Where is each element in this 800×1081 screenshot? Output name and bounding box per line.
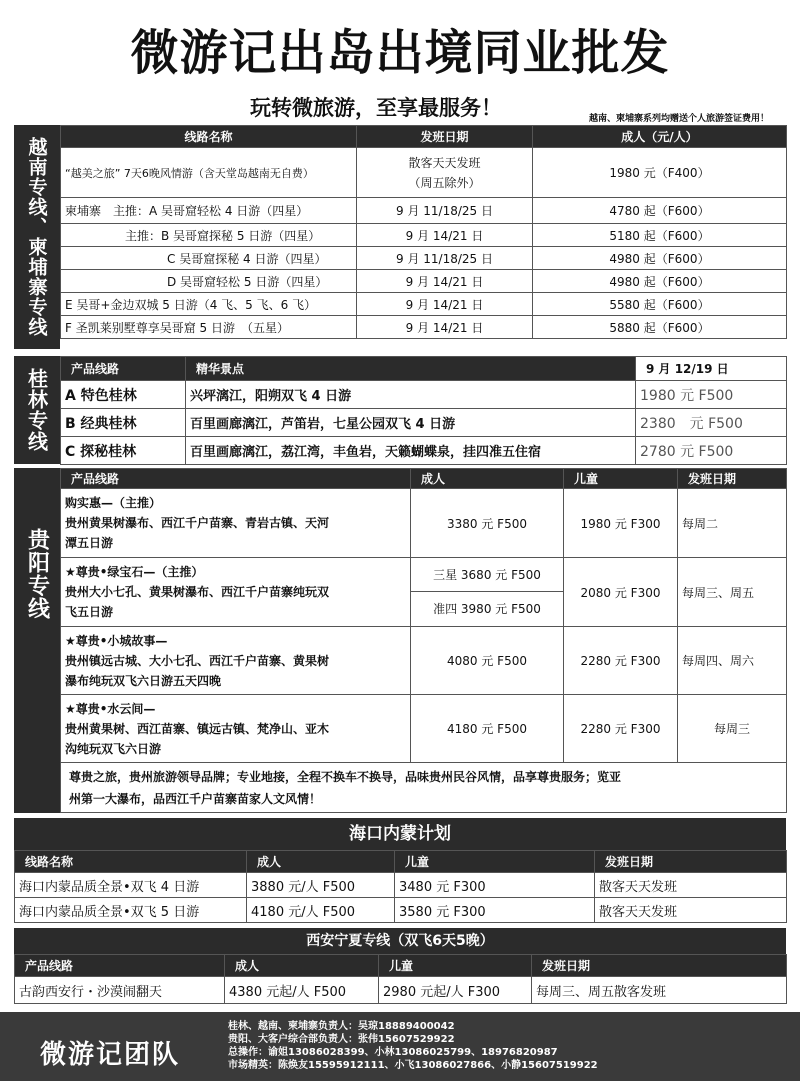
table-row: B 经典桂林 百里画廊漓江，芦笛岩，七星公园双飞 4 日游 2380 元 F500 (61, 409, 787, 437)
table-row: “越美之旅” 7天6晚风情游（含天堂岛越南无自费） 散客天天发班 （周五除外） 1980 元（F400） (61, 148, 787, 198)
hainan-title: 海口内蒙计划 (14, 818, 786, 850)
table-row: 海口内蒙品质全景•双飞 5 日游 4180 元/人 F500 3580 元 F300 散客天天发班 (15, 898, 787, 923)
table-row: 海口内蒙品质全景•双飞 4 日游 3880 元/人 F500 3480 元 F300 散客天天发班 (15, 873, 787, 898)
vietnam-label: 越南专线、柬埔寨专线 (14, 125, 60, 349)
col-date: 发班日期 (532, 955, 787, 977)
col-date: 9 月 12/19 日 (636, 357, 787, 381)
table-row: ★尊贵•小城故事— 贵州镇远古城、大小七孔、西江千户苗寨、黄果树 瀑布纯玩双飞六日游五天四晚 4080 元 F500 2280 元 F300 每周四、周六 (61, 627, 787, 695)
guiyang-label: 贵阳专线 (14, 468, 60, 813)
guilin-table (60, 356, 787, 465)
table-row: D 吴哥窟轻松 5 日游（四星） 9 月 14/21 日 4980 起（F600） (61, 270, 787, 293)
col-spots: 精华景点 (186, 357, 636, 381)
xian-title: 西安宁夏专线（双飞6天5晚） (14, 928, 786, 954)
col-product: 产品线路 (15, 955, 225, 977)
col-child: 儿童 (395, 851, 595, 873)
guilin-section (14, 356, 786, 464)
guilin-label: 桂林专线 (14, 356, 60, 464)
visa-note: 越南、柬埔寨系列均赠送个人旅游签证费用！ (589, 114, 770, 124)
table-row: C 吴哥窟探秘 4 日游（四星） 9 月 11/18/25 日 4980 起（F600） (61, 247, 787, 270)
vietnam-section (14, 125, 786, 349)
contact-list (228, 1020, 598, 1072)
xian-table (14, 954, 787, 1004)
col-route: 线路名称 (61, 126, 357, 148)
vietnam-table (60, 125, 787, 339)
team-name: 微游记团队 (40, 1040, 181, 1070)
guiyang-table (60, 468, 787, 813)
col-price: 成人（元/人） (533, 126, 787, 148)
col-child: 儿童 (564, 469, 678, 489)
col-date: 发班日期 (595, 851, 787, 873)
table-row: A 特色桂林 兴坪漓江，阳朔双飞 4 日游 1980 元 F500 (61, 381, 787, 409)
table-row: C 探秘桂林 百里画廊漓江，荔江湾，丰鱼岩，天籁蝴蝶泉，挂四准五住宿 2780 元 F500 (61, 437, 787, 465)
table-row: ★尊贵•绿宝石—（主推） 贵州大小七孔、黄果树瀑布、西江千户苗寨纯玩双 飞五日游 三星 3680 元 F500 准四 3980 元 F500 2080 元 F300 每周三、周五 (61, 558, 787, 627)
guiyang-section (14, 468, 786, 813)
col-adult: 成人 (225, 955, 379, 977)
table-row: E 吴哥+金边双城 5 日游（4 飞、5 飞、6 飞） 9 月 14/21 日 5580 起（F600） (61, 293, 787, 316)
table-row: F 圣凯莱别墅尊享吴哥窟 5 日游 （五星） 9 月 14/21 日 5880 起（F600） (61, 316, 787, 339)
contact-line: 桂林、越南、柬埔寨负责人：吴琼18889400042 (228, 1021, 455, 1032)
footer (0, 1012, 800, 1081)
col-product: 产品线路 (61, 357, 186, 381)
col-date: 发班日期 (678, 469, 787, 489)
guiyang-description: 尊贵之旅，贵州旅游领导品牌；专业地接，全程不换车不换导，品味贵州民谷风情，品享尊贵服务；览亚 州第一大瀑布，品西江千户苗寨苗家人文风情！ (61, 763, 787, 813)
table-row: 柬埔寨 主推：A 吴哥窟轻松 4 日游（四星） 9 月 11/18/25 日 4780 起（F600） (61, 198, 787, 224)
contact-line: 总操作：谕姐13086028399、小林13086025799、18976820987 (228, 1047, 558, 1058)
table-row: 古韵西安行・沙漠闹翻天 4380 元起/人 F500 2980 元起/人 F300 每周三、周五散客发班 (15, 977, 787, 1004)
table-row: 购实惠—（主推） 贵州黄果树瀑布、西江千户苗寨、青岩古镇、天河 潭五日游 3380 元 F500 1980 元 F300 每周二 (61, 489, 787, 558)
contact-line: 市场精英：陈焕友15595912111、小飞13086027866、小静15607519922 (228, 1060, 598, 1071)
page-subtitle: 玩转微旅游，至享最服务！ (250, 96, 502, 120)
table-row: 主推：B 吴哥窟探秘 5 日游（四星） 9 月 14/21 日 5180 起（F600） (61, 224, 787, 247)
page-title: 微游记出岛出境同业批发 (130, 25, 670, 81)
col-child: 儿童 (379, 955, 532, 977)
table-row: ★尊贵•水云间— 贵州黄果树、西江苗寨、镇远古镇、梵净山、亚木 沟纯玩双飞六日游 4180 元 F500 2280 元 F300 每周三 (61, 695, 787, 763)
col-route: 线路名称 (15, 851, 247, 873)
col-adult: 成人 (411, 469, 564, 489)
hainan-table (14, 850, 787, 923)
col-adult: 成人 (247, 851, 395, 873)
contact-line: 贵阳、大客户综合部负责人：张伟15607529922 (228, 1034, 455, 1045)
col-product: 产品线路 (61, 469, 411, 489)
col-date: 发班日期 (357, 126, 533, 148)
